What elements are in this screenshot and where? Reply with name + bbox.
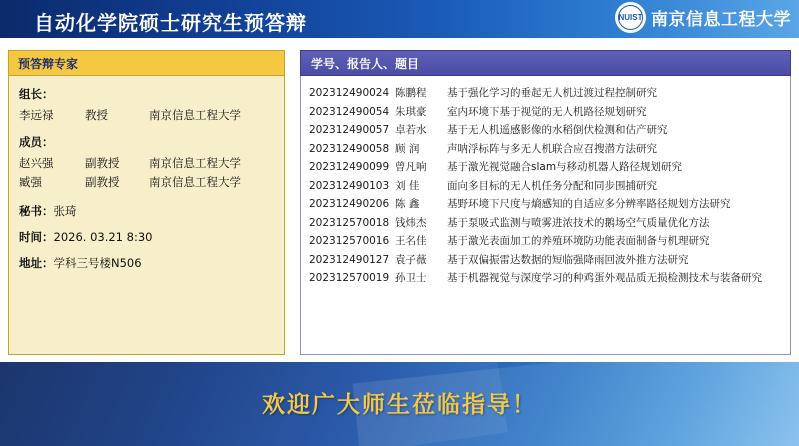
committee-panel-title: 预答辩专家 <box>18 56 79 71</box>
list-item <box>309 214 784 233</box>
secretary-row <box>19 201 274 221</box>
presenter-name: 陈 鑫 <box>395 198 420 210</box>
thesis-title: 基于激光表面加工的养殖环境防功能表面制备与机理研究 <box>447 235 710 247</box>
student-id: 202312490206 <box>309 198 390 210</box>
list-item <box>309 232 784 251</box>
secretary-label: 秘书： <box>19 204 54 218</box>
list-item <box>309 84 784 103</box>
thesis-title: 基于泵吸式监测与喷雾进浓技术的鹅场空气质量优化方法 <box>447 216 710 229</box>
presenter-name: 顾 润 <box>395 142 420 155</box>
list-item <box>309 121 784 140</box>
list-item <box>309 140 784 159</box>
presenter-name: 朱琪豪 <box>395 105 427 118</box>
presenter-name: 袁子薇 <box>395 253 427 266</box>
presenters-panel <box>300 50 791 355</box>
list-item <box>309 103 784 122</box>
presenter-name: 卓若水 <box>395 124 427 136</box>
address-label: 地址： <box>19 256 54 270</box>
time-label: 时间： <box>19 230 54 244</box>
university-seal-icon <box>615 2 646 33</box>
time-value: 2026. 03.21 8:30 <box>53 230 153 244</box>
presenter-name: 刘 佳 <box>395 179 420 192</box>
student-id: 202312490054 <box>309 105 390 118</box>
presenter-name: 孙卫士 <box>395 272 427 284</box>
student-id: 202312490057 <box>309 124 390 136</box>
member-title: 副教授 <box>85 156 120 170</box>
page-header <box>0 0 799 38</box>
committee-member-row <box>19 173 274 192</box>
committee-panel-header <box>8 50 285 76</box>
member-name: 臧强 <box>19 175 42 189</box>
secretary-name: 张琦 <box>53 204 77 218</box>
committee-leader-row <box>19 106 274 125</box>
presenter-name: 陈鹏程 <box>395 87 427 99</box>
seal-inner-ring: NUIST <box>618 5 643 30</box>
presenter-name: 钱炜杰 <box>395 216 427 229</box>
spacer <box>19 192 274 201</box>
student-id: 202312490024 <box>309 87 390 99</box>
presenter-name: 王名佳 <box>395 235 427 247</box>
time-row <box>19 227 274 247</box>
committee-panel-body <box>8 76 285 355</box>
presenters-panel-header <box>300 50 791 76</box>
committee-member-row <box>19 154 274 173</box>
address-row <box>19 253 274 273</box>
thesis-title: 基于无人机遥感影像的水稻倒伏检测和估产研究 <box>447 124 668 136</box>
member-name: 赵兴强 <box>19 156 54 170</box>
list-item <box>309 251 784 270</box>
list-item <box>309 158 784 177</box>
bottom-banner <box>0 362 799 446</box>
university-logo <box>615 2 791 33</box>
leader-name: 李远禄 <box>19 108 54 122</box>
thesis-title: 面向多目标的无人机任务分配和同步围捕研究 <box>447 179 657 192</box>
list-item <box>309 195 784 214</box>
thesis-title: 声呐浮标阵与多无人机联合应召搜潜方法研究 <box>447 142 657 155</box>
committee-panel <box>8 50 285 355</box>
members-label: 成员： <box>19 135 54 149</box>
thesis-title: 基于机器视觉与深度学习的种鸡蛋外观品质无损检测技术与装备研究 <box>447 272 762 284</box>
student-id: 202312570019 <box>309 272 390 284</box>
student-id: 202312570018 <box>309 216 390 229</box>
student-id: 202312570016 <box>309 235 390 247</box>
student-id: 202312490103 <box>309 179 390 192</box>
leader-label: 组长： <box>19 87 54 101</box>
presenters-panel-title: 学号、报告人、题目 <box>311 56 420 71</box>
thesis-title: 室内环境下基于视觉的无人机路径规划研究 <box>447 105 647 118</box>
member-affiliation: 南京信息工程大学 <box>149 175 241 189</box>
student-id: 202312490058 <box>309 142 390 155</box>
member-title: 副教授 <box>85 175 120 189</box>
address-value: 学科三号楼N506 <box>53 256 142 270</box>
leader-affiliation: 南京信息工程大学 <box>149 108 241 122</box>
thesis-title: 基野环境下尺度与熵感知的自适应多分辨率路径规划方法研究 <box>447 198 731 210</box>
leader-title: 教授 <box>85 108 108 122</box>
student-id: 202312490099 <box>309 161 390 173</box>
thesis-title: 基于强化学习的垂起无人机过渡过程控制研究 <box>447 87 657 99</box>
presenters-list <box>300 76 791 355</box>
list-item <box>309 269 784 288</box>
thesis-title: 基于激光视觉融合slam与移动机器人路径规划研究 <box>447 161 683 173</box>
thesis-title: 基于双偏振雷达数据的短临强降雨回波外推方法研究 <box>447 253 689 266</box>
spacer <box>19 125 274 134</box>
welcome-message: 欢迎广大师生莅临指导！ <box>262 392 537 418</box>
university-logo-text: 南京信息工程大学 <box>651 10 791 30</box>
page-title: 自动化学院硕士研究生预答辩 <box>34 11 307 35</box>
student-id: 202312490127 <box>309 253 390 266</box>
member-affiliation: 南京信息工程大学 <box>149 156 241 170</box>
list-item <box>309 177 784 196</box>
presenter-name: 曾凡响 <box>395 161 427 173</box>
